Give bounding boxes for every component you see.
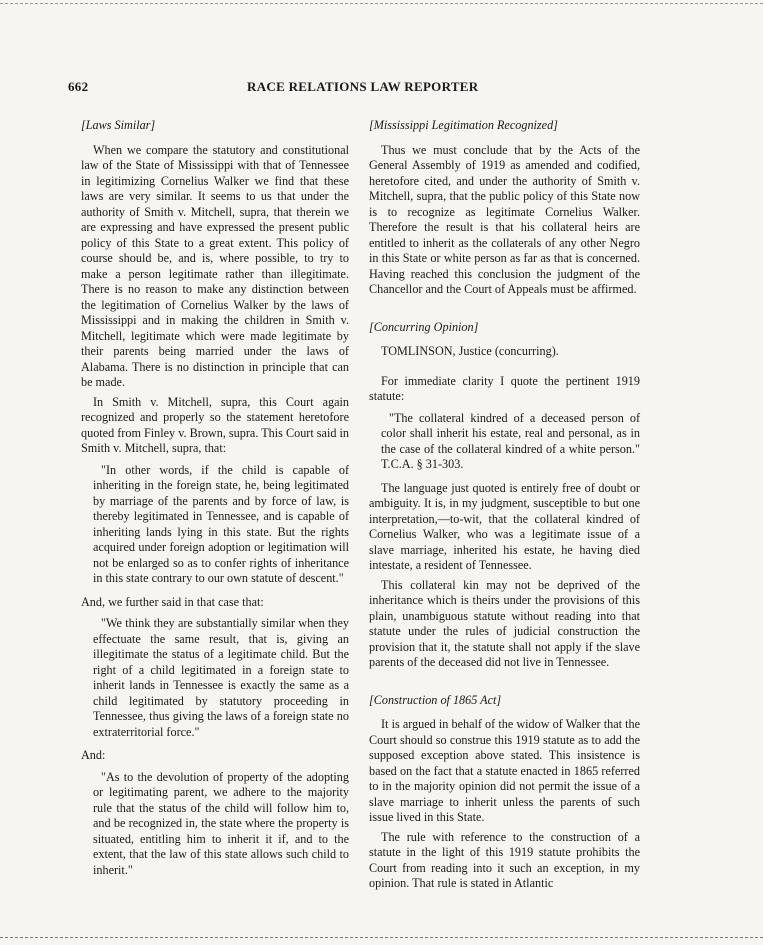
block-quote: "The collateral kindred of a deceased person of color shall inherit his estate, real and personal, as in the case of the collateral kindred of a white person." T.C.A. § 31-303. bbox=[381, 410, 640, 471]
bottom-scan-edge bbox=[0, 937, 763, 938]
left-column bbox=[81, 118, 349, 886]
section-heading-construction-1865-act: [Construction of 1865 Act] bbox=[369, 692, 502, 707]
top-scan-edge bbox=[0, 3, 763, 4]
right-column bbox=[369, 118, 640, 896]
paragraph: When we compare the statutory and constitutional law of the State of Mississippi with that of Tennessee in legitimizing Cornelius Walker we find that these laws are very similar. It seems to us that under the authority of Smith v. Mitchell, supra, that therein we are expressing and have expressed the present public policy of this State to a great extent. This policy of course should be, and is, where possible, to try to make a person legitimate rather than illegitimate. There is no reason to make any distinction between the legitimation of Cornelius Walker by the laws of Mississippi and in making the children in Smith v. Mitchell, legitimate which were made legitimate by their parents being married under the laws of Alabama. There is no distinction in principle that can be made. bbox=[81, 142, 349, 389]
paragraph: This collateral kin may not be deprived of the inheritance which is theirs under the provisions of this plain, unambiguous statute without reading into that statute under the rules of judicial construction the provision that it, the statute shall not apply if the slave parents of the deceased did not live in Tennessee. bbox=[369, 577, 640, 669]
section-heading-concurring-opinion: [Concurring Opinion] bbox=[369, 319, 479, 334]
paragraph: And, we further said in that case that: bbox=[81, 594, 264, 609]
paragraph: The rule with reference to the construction of a statute in the light of this 1919 statute prohibits the Court from reading into it such an exception, in my opinion. That rule is stated in Atlantic bbox=[369, 829, 640, 890]
block-quote: "As to the devolution of property of the adopting or legitimating parent, we adhere to the majority rule that the status of the child will follow him to, and be recognized in, the state where the property is situated, entitling him to inherit it if, and to the extent, that the law of this state allows such child to inherit." bbox=[93, 769, 349, 877]
block-quote: "We think they are substantially similar when they effectuate the same result, that is, giving an illegitimate the status of a legitimate child. But the right of a child legitimated in a foreign state to inherit lands in Tennessee is exactly the same as a child legitimated by statutory proceeding in Tennessee, thus giving the laws of a foreign state no extraterritorial force." bbox=[93, 616, 349, 739]
block-quote: "In other words, if the child is capable of inheriting in the foreign state, he, being legitimated by marriage of the parents and by force of law, is thereby legitimated in Tennessee, and is capable of inheriting lands lying in this state. But the rights acquired under foreign adoption or legitimation will not be enlarged so as to confer rights of inheritance in this state contrary to our own statute of descent." bbox=[93, 462, 349, 585]
running-head: RACE RELATIONS LAW REPORTER bbox=[247, 79, 479, 94]
paragraph: For immediate clarity I quote the pertinent 1919 statute: bbox=[369, 373, 640, 403]
paragraph: And: bbox=[81, 748, 106, 762]
section-heading-mississippi-legitimation: [Mississippi Legitimation Recognized] bbox=[369, 118, 558, 132]
page-number: 662 bbox=[68, 79, 89, 94]
paragraph: TOMLINSON, Justice (concurring). bbox=[381, 344, 559, 358]
section-heading-laws-similar: [Laws Similar] bbox=[81, 118, 156, 132]
paragraph: It is argued in behalf of the widow of Walker that the Court should so construe this 1919 statute as to add the supposed exception above stated. This insistence is based on the fact that a statute enacted in 1865 referred to in the majority opinion did not permit the issue of a slave marriage to inherit unless the parents of such issue lived in this State. bbox=[369, 717, 640, 824]
paragraph: In Smith v. Mitchell, supra, this Court again recognized and properly so the statement heretofore quoted from Finley v. Brown, supra. This Court said in Smith v. Mitchell, supra, that: bbox=[81, 394, 349, 455]
paragraph: Thus we must conclude that by the Acts of the General Assembly of 1919 as amended and codified, heretofore cited, and under the authority of Smith v. Mitchell, supra, that the public policy of this State now is to recognize as legitimate Cornelius Walker. Therefore the result is that his collateral heirs are entitled to inherit as the collaterals of any other Negro in this State or white person as far as that is concerned. Having reached this conclusion the judgment of the Chancellor and the Court of Appeals must be affirmed. bbox=[369, 142, 640, 296]
paragraph: The language just quoted is entirely free of doubt or ambiguity. It is, in my judgment, susceptible to but one interpretation,—to-wit, that the collateral kindred of Cornelius Walker, who was a legitimate issue of a slave marriage, inherited his estate, he having died intestate, a resident of Tennessee. bbox=[369, 480, 640, 572]
